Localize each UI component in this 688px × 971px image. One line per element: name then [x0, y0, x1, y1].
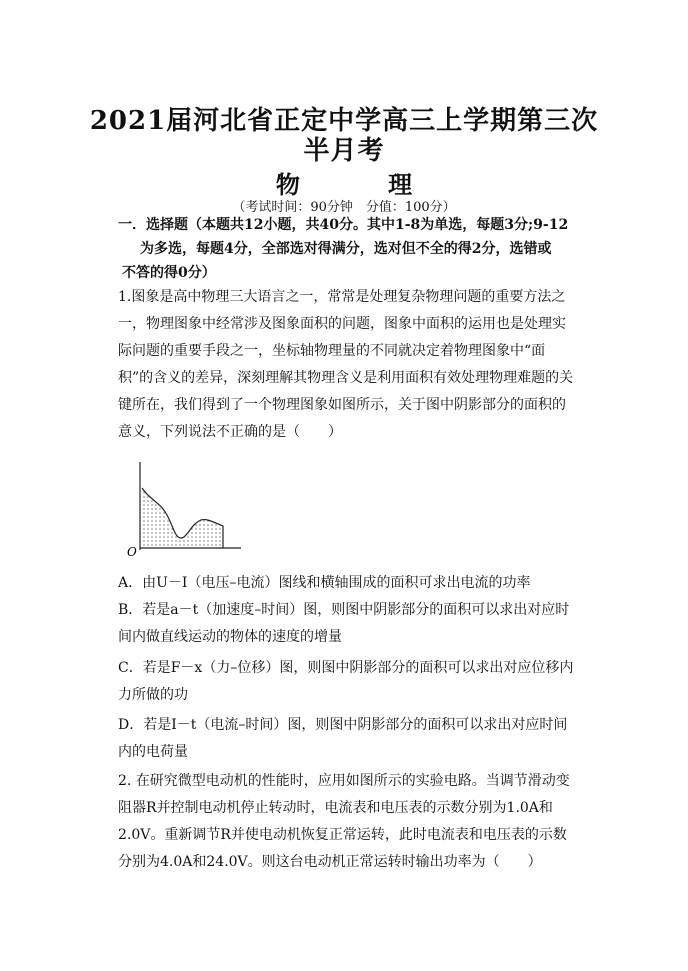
exam-info: （考试时间：90分钟 分值：100分）: [232, 200, 456, 215]
exam-title-line2: 半月考: [303, 136, 385, 166]
shaded-area: [142, 488, 223, 548]
section-heading: [118, 213, 588, 285]
area-graph-figure: [115, 460, 245, 560]
origin-label: O: [127, 545, 137, 559]
question-1-option-d: D．若是I－t（电流–时间）图，则图中阴影部分的面积可以求出对应时间内的电荷量: [118, 717, 568, 760]
question-1-option-a: A．由U－I（电压–电流）图线和横轴围成的面积可求出电流的功率: [118, 575, 531, 591]
section-heading-line1: 一．选择题（本题共12小题，共40分。其中1-8为单选，每题3分;9-12: [118, 217, 569, 233]
question-2-stem: 2. 在研究微型电动机的性能时，应用如图所示的实验电路。当调节滑动变阻器R并控制电动机停止转动时，电流表和电压表的示数分别为1.0A和2.0V。重新调节R并使电动机恢复正常运转，此时电流表和电压表的示数分别为4.0A和24.0V。则这台电动机正常运转时输出功率为（ ）: [118, 773, 570, 870]
subject-title: 物 理: [275, 170, 453, 199]
exam-title-line1: 2021届河北省正定中学高三上学期第三次: [89, 106, 599, 136]
question-1-option-c: C．若是F－x（力–位移）图，则图中阴影部分的面积可以求出对应位移内力所做的功: [118, 660, 574, 703]
section-heading-line2: 为多选，每题4分，全部选对得满分，选对但不全的得2分，选错或: [140, 241, 552, 257]
question-1-stem: 1.图象是高中物理三大语言之一，常常是处理复杂物理问题的重要方法之一，物理图象中经常涉及图象面积的问题，图象中面积的运用也是处理实际问题的重要手段之一，坐标轴物理量的不同就决定着物理图象中“面积”的含义的差异，深刻理解其物理含义是利用面积有效处理物理难题的关键所在，我们得到了一个物理图象如图所示，关于图中阴影部分的面积的意义，下列说法不正确的是（ ）: [118, 289, 574, 440]
section-heading-line3: 不答的得0分）: [122, 265, 216, 281]
question-1-option-b: B．若是a－t（加速度–时间）图，则图中阴影部分的面积可以求出对应时间内做直线运动的物体的速度的增量: [118, 602, 570, 645]
